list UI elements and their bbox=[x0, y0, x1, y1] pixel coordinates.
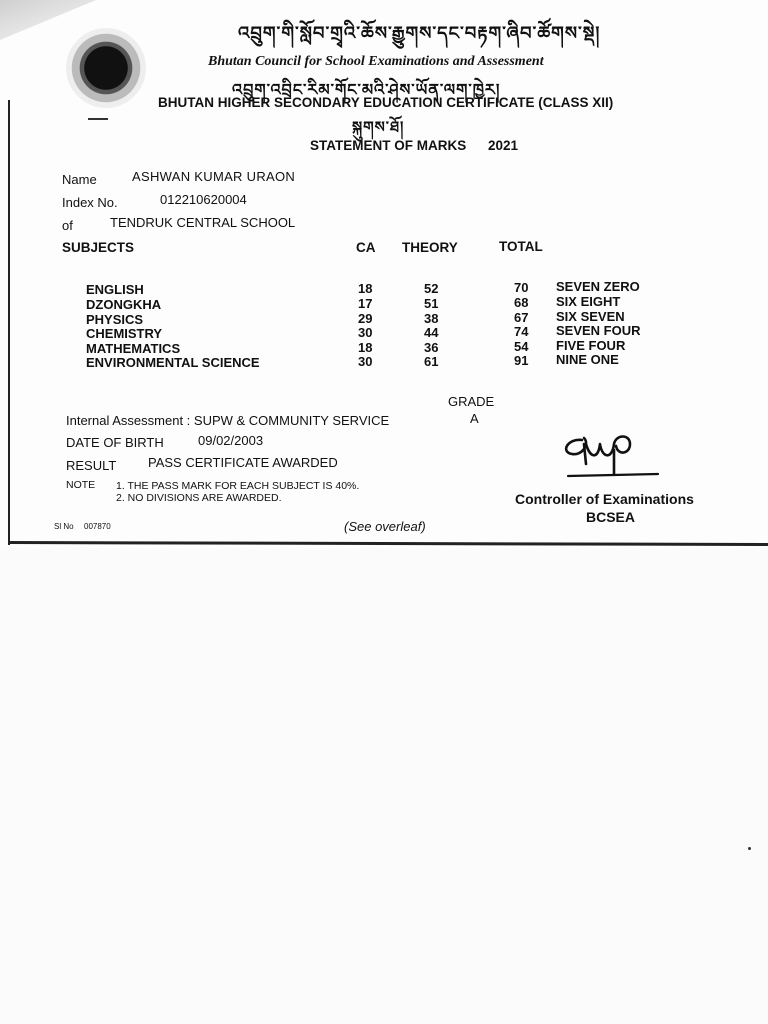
council-name: Bhutan Council for School Examinations and Assessment bbox=[208, 54, 544, 69]
ca-mark: 18 bbox=[358, 340, 373, 355]
ca-header: CA bbox=[356, 240, 376, 255]
organization-acronym: BCSEA bbox=[586, 509, 636, 525]
note-one: 1. THE PASS MARK FOR EACH SUBJECT IS 40%. bbox=[116, 480, 360, 492]
note-two: 2. NO DIVISIONS ARE AWARDED. bbox=[116, 492, 282, 504]
internal-assessment-label: Internal Assessment : SUPW & COMMUNITY SERVICE bbox=[66, 413, 390, 428]
subject-name: MATHEMATICS bbox=[86, 341, 181, 356]
certificate-title: BHUTAN HIGHER SECONDARY EDUCATION CERTIFICATE (CLASS XII) bbox=[158, 95, 614, 110]
dob-value: 09/02/2003 bbox=[198, 433, 264, 448]
serial-number: 007870 bbox=[84, 522, 111, 531]
subjects-header: SUBJECTS bbox=[62, 240, 135, 255]
theory-header: THEORY bbox=[402, 240, 458, 255]
theory-mark: 52 bbox=[424, 281, 439, 296]
bcsea-seal-logo bbox=[66, 28, 146, 108]
grade-label: GRADE bbox=[448, 394, 495, 409]
total-in-words: SEVEN FOUR bbox=[556, 323, 641, 338]
total-mark: 68 bbox=[514, 295, 529, 310]
theory-mark: 36 bbox=[424, 340, 439, 355]
subject-name: PHYSICS bbox=[86, 312, 144, 327]
dzongkha-certificate-name: འབྲུག་འབྲིང་རིམ་གོང་མའི་ཤེས་ཡོན་ལག་ཁྱེར། bbox=[232, 80, 501, 99]
school-of-label: of bbox=[62, 218, 73, 233]
dzongkha-statement-label: སྐུགས་ཐོ། bbox=[352, 118, 405, 136]
total-in-words: SEVEN ZERO bbox=[556, 279, 640, 294]
grade-value: A bbox=[470, 411, 479, 426]
theory-mark: 38 bbox=[424, 311, 439, 326]
serial-label: Sl No bbox=[54, 522, 74, 531]
subject-name: ENGLISH bbox=[86, 282, 144, 297]
total-mark: 74 bbox=[514, 324, 529, 339]
folded-corner bbox=[0, 0, 96, 40]
total-mark: 67 bbox=[514, 310, 529, 325]
document-bottom-edge bbox=[8, 541, 768, 546]
ca-mark: 18 bbox=[358, 281, 373, 296]
school-name: TENDRUK CENTRAL SCHOOL bbox=[110, 215, 296, 230]
total-header: TOTAL bbox=[499, 239, 543, 254]
controller-title: Controller of Examinations bbox=[515, 491, 694, 507]
total-mark: 91 bbox=[514, 353, 529, 368]
total-in-words: FIVE FOUR bbox=[556, 338, 626, 353]
statement-year: 2021 bbox=[488, 138, 519, 153]
ca-mark: 30 bbox=[358, 354, 373, 369]
ca-mark: 30 bbox=[358, 325, 373, 340]
ca-mark: 17 bbox=[358, 296, 373, 311]
total-mark: 54 bbox=[514, 339, 529, 354]
theory-mark: 44 bbox=[424, 325, 439, 340]
index-label: Index No. bbox=[62, 195, 118, 210]
result-label: RESULT bbox=[66, 458, 117, 473]
subject-name: CHEMISTRY bbox=[86, 326, 163, 341]
dzongkha-council-name: འབྲུག་གི་སློབ་གྲྭའི་ཆོས་རྒྱུགས་དང་བརྟག་ཞིབ་ཚོགས་སྡེ། bbox=[238, 23, 601, 44]
result-value: PASS CERTIFICATE AWARDED bbox=[148, 455, 338, 470]
dob-label: DATE OF BIRTH bbox=[66, 435, 164, 450]
seal-base bbox=[88, 110, 108, 120]
theory-mark: 51 bbox=[424, 296, 439, 311]
statement-title: STATEMENT OF MARKS bbox=[310, 138, 467, 153]
theory-mark: 61 bbox=[424, 354, 439, 369]
ca-mark: 29 bbox=[358, 311, 373, 326]
total-in-words: SIX SEVEN bbox=[556, 309, 625, 324]
controller-signature bbox=[560, 430, 660, 485]
total-mark: 70 bbox=[514, 280, 529, 295]
subject-name: ENVIRONMENTAL SCIENCE bbox=[86, 355, 260, 370]
see-overleaf: (See overleaf) bbox=[344, 519, 426, 534]
document-left-edge bbox=[8, 100, 10, 545]
note-label: NOTE bbox=[66, 479, 96, 491]
subject-name: DZONGKHA bbox=[86, 297, 162, 312]
index-number: 012210620004 bbox=[160, 192, 247, 207]
candidate-name: ASHWAN KUMAR URAON bbox=[132, 169, 296, 184]
total-in-words: SIX EIGHT bbox=[556, 294, 621, 309]
scan-speck bbox=[748, 847, 751, 850]
total-in-words: NINE ONE bbox=[556, 352, 619, 367]
name-label: Name bbox=[62, 172, 97, 187]
